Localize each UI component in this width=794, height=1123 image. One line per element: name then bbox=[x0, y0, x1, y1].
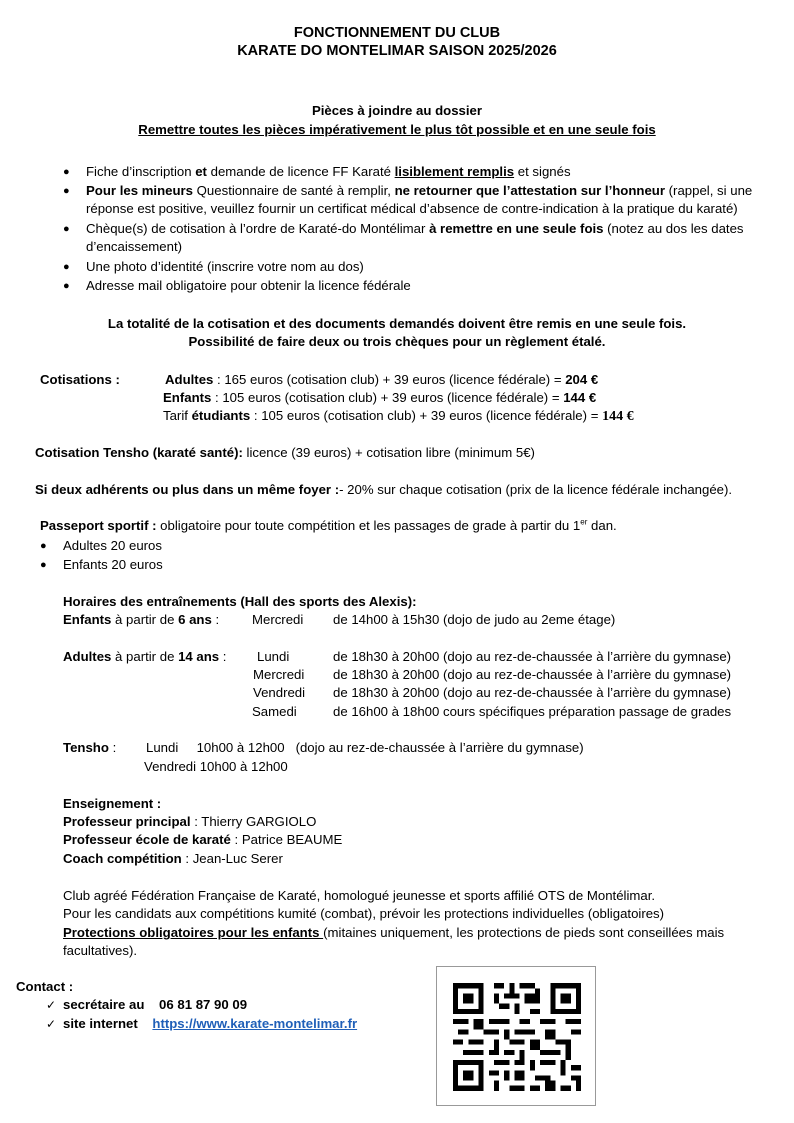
pieces-title: Pièces à joindre au dossier bbox=[311, 103, 483, 118]
list-item-continuation: d’encaissement) bbox=[86, 239, 183, 254]
list-item: Une photo d’identité (inscrire votre nom au dos) bbox=[86, 259, 364, 274]
bullet-icon: ● bbox=[63, 261, 70, 273]
schedule-time: de 18h30 à 20h00 (dojo au rez-de-chaussée à l’arrière du gymnase) bbox=[333, 649, 732, 664]
list-item: Adresse mail obligatoire pour obtenir la licence fédérale bbox=[86, 278, 411, 293]
bullet-icon: ● bbox=[40, 559, 47, 571]
schedule-time: Vendredi 10h00 à 12h00 bbox=[144, 759, 288, 774]
schedule-day: Mercredi bbox=[253, 667, 305, 682]
schedule-day: Mercredi bbox=[252, 612, 304, 627]
enseignement-title: Enseignement : bbox=[63, 796, 162, 811]
horaires-enfants-label: Enfants à partir de 6 ans : bbox=[63, 612, 220, 627]
teacher-row: Professeur principal : Thierry GARGIOLO bbox=[63, 814, 317, 829]
totalite-line-2: Possibilité de faire deux ou trois chèques pour un règlement étalé. bbox=[188, 334, 606, 349]
club-info-line: Club agréé Fédération Française de Karaté, homologué jeunesse et sports affilié OTS de Montélimar. bbox=[63, 888, 656, 903]
totalite-line-1: La totalité de la cotisation et des documents demandés doivent être remis en une seule fois. bbox=[107, 316, 687, 331]
cotisation-etudiants: Tarif étudiants : 105 euros (cotisation club) + 39 euros (licence fédérale) = 144 € bbox=[163, 408, 634, 424]
schedule-day: Lundi bbox=[257, 649, 290, 664]
schedule-day: Samedi bbox=[252, 704, 297, 719]
qr-code-frame bbox=[436, 966, 596, 1106]
cotisation-adultes: Adultes : 165 euros (cotisation club) + 39 euros (licence fédérale) = 204 € bbox=[165, 372, 599, 387]
passeport-sportif: Passeport sportif : obligatoire pour toute compétition et les passages de grade à partir du 1er dan. bbox=[40, 517, 617, 533]
teacher-row: Professeur école de karaté : Patrice BEAUME bbox=[63, 832, 343, 847]
contact-title: Contact : bbox=[16, 979, 74, 994]
teacher-row: Coach compétition : Jean-Luc Serer bbox=[63, 851, 283, 866]
bullet-icon: ● bbox=[63, 280, 70, 292]
bullet-icon: ● bbox=[63, 166, 70, 178]
list-item: Adultes 20 euros bbox=[63, 538, 162, 553]
club-info-line: facultatives). bbox=[63, 943, 138, 958]
reduction-foyer: Si deux adhérents ou plus dans un même foyer :- 20% sur chaque cotisation (prix de la licence fédérale inchangée). bbox=[35, 482, 733, 497]
horaires-tensho-label: Tensho : bbox=[63, 740, 117, 755]
schedule-time: de 14h00 à 15h30 (dojo de judo au 2eme étage) bbox=[333, 612, 616, 627]
bullet-icon: ● bbox=[63, 185, 70, 197]
list-item: Fiche d’inscription et demande de licence FF Karaté lisiblement remplis et signés bbox=[86, 164, 571, 179]
list-item: Enfants 20 euros bbox=[63, 557, 163, 572]
club-info-line: Protections obligatoires pour les enfants (mitaines uniquement, les protections de pieds sont conseillées mais bbox=[63, 925, 725, 940]
cotisations-label: Cotisations : bbox=[40, 372, 120, 387]
schedule-time: de 16h00 à 18h00 cours spécifiques préparation passage de grades bbox=[333, 704, 732, 719]
qr-code-icon bbox=[453, 983, 581, 1091]
check-icon: ✓ bbox=[46, 1017, 57, 1031]
horaires-title: Horaires des entraînements (Hall des sports des Alexis): bbox=[63, 594, 417, 609]
bullet-icon: ● bbox=[63, 223, 70, 235]
schedule-day: Vendredi bbox=[253, 685, 306, 700]
title-line-2: KARATE DO MONTELIMAR SAISON 2025/2026 bbox=[237, 43, 557, 59]
cotisation-enfants: Enfants : 105 euros (cotisation club) + 39 euros (licence fédérale) = 144 € bbox=[163, 390, 597, 405]
website-link[interactable]: https://www.karate-montelimar.fr bbox=[152, 1016, 358, 1031]
schedule-time: de 18h30 à 20h00 (dojo au rez-de-chaussée à l’arrière du gymnase) bbox=[333, 685, 732, 700]
pieces-subtitle: Remettre toutes les pièces impérativement le plus tôt possible et en une seule fois bbox=[138, 122, 656, 137]
contact-site: site internet https://www.karate-montelimar.fr bbox=[63, 1016, 358, 1031]
schedule-time: de 18h30 à 20h00 (dojo au rez-de-chaussée à l’arrière du gymnase) bbox=[333, 667, 732, 682]
schedule-time: Lundi 10h00 à 12h00 (dojo au rez-de-chaussée à l’arrière du gymnase) bbox=[146, 740, 584, 755]
horaires-adultes-label: Adultes à partir de 14 ans : bbox=[63, 649, 227, 664]
bullet-icon: ● bbox=[40, 540, 47, 552]
check-icon: ✓ bbox=[46, 998, 57, 1012]
title-line-1: FONCTIONNEMENT DU CLUB bbox=[293, 25, 501, 41]
list-item-continuation: réponse est positive, veuillez fournir un certificat médical d’absence de contre-indication à la pratique du karaté) bbox=[86, 201, 738, 216]
contact-phone: secrétaire au 06 81 87 90 09 bbox=[63, 997, 248, 1012]
cotisation-tensho: Cotisation Tensho (karaté santé): licence (39 euros) + cotisation libre (minimum 5€) bbox=[35, 445, 535, 460]
club-info-line: Pour les candidats aux compétitions kumité (combat), prévoir les protections individuelles (obligatoires) bbox=[63, 906, 665, 921]
list-item: Chèque(s) de cotisation à l’ordre de Karaté-do Montélimar à remettre en une seule fois (notez au dos les dates bbox=[86, 221, 744, 236]
list-item: Pour les mineurs Questionnaire de santé à remplir, ne retourner que l’attestation sur l’honneur (rappel, si une bbox=[86, 183, 753, 198]
